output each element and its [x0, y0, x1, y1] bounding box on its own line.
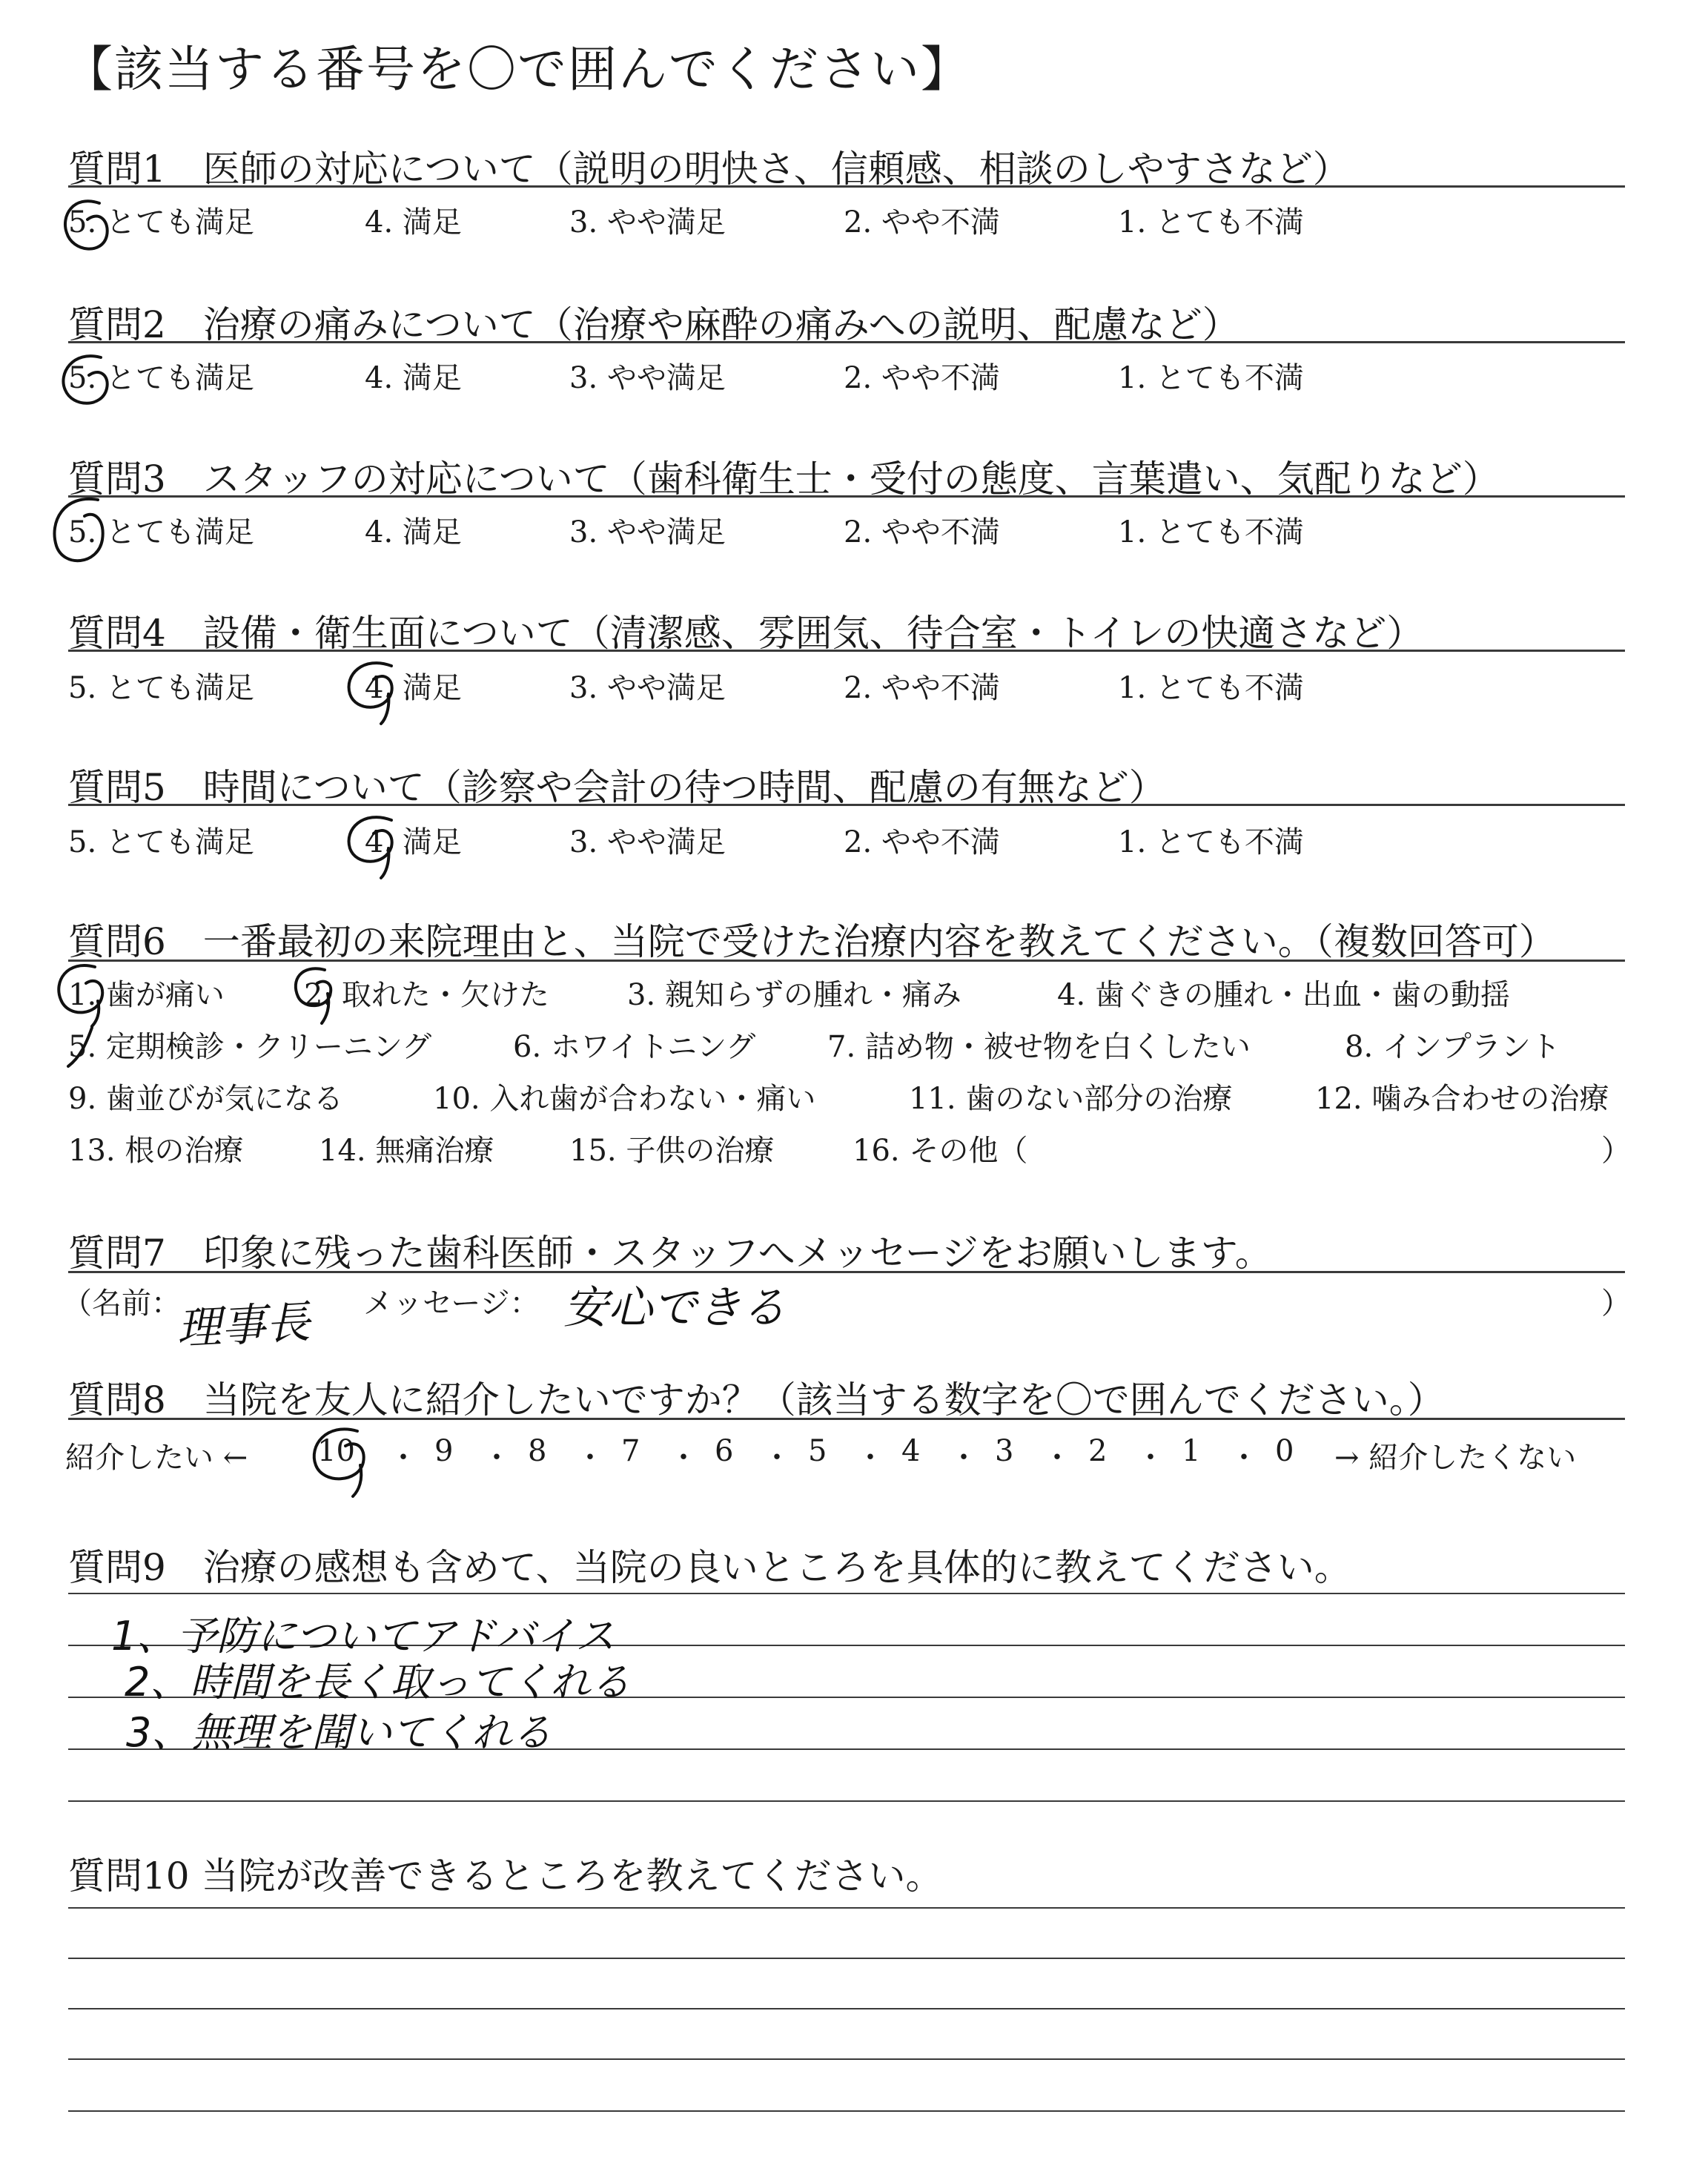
q8-score-3[interactable]: 3 — [995, 1434, 1014, 1468]
q8-sep: ・ — [388, 1441, 418, 1475]
question-9-label: 質問9 治療の感想も含めて、当院の良いところを具体的に教えてください。 — [68, 1546, 1351, 1589]
question-3-label: 質問3 スタッフの対応について（歯科衛生士・受付の態度、言葉遣い、気配りなど） — [68, 458, 1500, 501]
q8-sep: ・ — [1042, 1441, 1072, 1475]
q8-sep: ・ — [762, 1441, 792, 1475]
q6-option-12[interactable]: 12. 噛み合わせの治療 — [1315, 1082, 1609, 1116]
q8-score-0[interactable]: 0 — [1275, 1434, 1294, 1468]
question-8-label: 質問8 当院を友人に紹介したいですか？（該当する数字を〇で囲んでください。） — [68, 1378, 1445, 1421]
q1-option-1[interactable]: 1. とても不満 — [1118, 205, 1304, 240]
q8-score-4[interactable]: 4 — [901, 1434, 921, 1468]
question-7-rule — [68, 1271, 1625, 1273]
q3-option-3[interactable]: 3. やや満足 — [569, 515, 726, 549]
q3-option-5[interactable]: 5. とても満足 — [68, 515, 254, 549]
question-6-label: 質問6 一番最初の来院理由と、当院で受けた治療内容を教えてください。（複数回答可） — [68, 920, 1556, 963]
q8-sep: ・ — [669, 1441, 698, 1475]
q6-option-4[interactable]: 4. 歯ぐきの腫れ・出血・歯の動揺 — [1057, 978, 1510, 1012]
q8-left-label: 紹介したい ← — [65, 1441, 248, 1475]
q6-option-14[interactable]: 14. 無痛治療 — [319, 1134, 494, 1168]
q8-score-7[interactable]: 7 — [621, 1434, 640, 1468]
q7-close-paren: ） — [1601, 1287, 1631, 1321]
q8-score-9[interactable]: 9 — [434, 1434, 454, 1468]
q8-sep: ・ — [575, 1441, 605, 1475]
question-3-rule — [68, 495, 1625, 498]
q6-option-6[interactable]: 6. ホワイトニング — [513, 1030, 756, 1064]
q6-option-8[interactable]: 8. インプラント — [1345, 1030, 1560, 1064]
q1-option-4[interactable]: 4. 満足 — [365, 205, 462, 240]
q4-option-1[interactable]: 1. とても不満 — [1118, 671, 1304, 705]
q7-message-label: メッセージ： — [363, 1287, 540, 1321]
q1-option-2[interactable]: 2. やや不満 — [844, 205, 1000, 240]
question-2-rule — [68, 341, 1625, 343]
q8-sep: ・ — [1136, 1441, 1165, 1475]
q4-option-4[interactable]: 4. 満足 — [365, 671, 462, 705]
question-5-rule — [68, 804, 1625, 806]
question-1-rule — [68, 185, 1625, 188]
q6-option-1[interactable]: 1. 歯が痛い — [68, 978, 225, 1012]
q8-sep: ・ — [1229, 1441, 1259, 1475]
q7-message-handwritten[interactable]: 安心できる — [563, 1282, 786, 1334]
q6-hand-circle-mark-2 — [282, 958, 348, 1032]
q2-option-5[interactable]: 5. とても満足 — [68, 361, 254, 395]
q5-option-3[interactable]: 3. やや満足 — [569, 825, 726, 859]
q9-answer-line — [68, 1593, 1625, 1594]
q5-option-2[interactable]: 2. やや不満 — [844, 825, 1000, 859]
q1-hand-circle-mark — [58, 194, 117, 261]
q6-option-5[interactable]: 5. 定期検診・クリーニング — [68, 1030, 432, 1064]
q2-option-1[interactable]: 1. とても不満 — [1118, 361, 1304, 395]
q4-option-2[interactable]: 2. やや不満 — [844, 671, 1000, 705]
q8-sep: ・ — [482, 1441, 512, 1475]
q8-sep: ・ — [949, 1441, 979, 1475]
q6-option-11[interactable]: 11. 歯のない部分の治療 — [909, 1082, 1233, 1116]
q8-right-label: → 紹介したくない — [1334, 1441, 1577, 1475]
q6-option-3[interactable]: 3. 親知らずの腫れ・痛み — [627, 978, 961, 1012]
question-4-label: 質問4 設備・衛生面について（清潔感、雰囲気、待合室・トイレの快適さなど） — [68, 612, 1424, 655]
q3-hand-circle-mark — [46, 494, 120, 575]
q6-hand-mark-5 — [59, 1022, 104, 1074]
q8-sep: ・ — [855, 1441, 885, 1475]
q7-name-label: （名前： — [62, 1287, 181, 1321]
q9-answer-3[interactable]: 3、無理を聞いてくれる — [126, 1709, 552, 1756]
q6-option-7[interactable]: 7. 詰め物・被せ物を白くしたい — [827, 1030, 1251, 1064]
q1-option-5[interactable]: 5. とても満足 — [68, 205, 254, 240]
q5-option-5[interactable]: 5. とても満足 — [68, 825, 254, 859]
q2-option-3[interactable]: 3. やや満足 — [569, 361, 726, 395]
form-instruction-header: 【該当する番号を〇で囲んでください】 — [64, 41, 971, 98]
q3-option-2[interactable]: 2. やや不満 — [844, 515, 1000, 549]
q4-option-5[interactable]: 5. とても満足 — [68, 671, 254, 705]
q9-answer-1[interactable]: 1、予防についてアドバイス — [111, 1613, 615, 1659]
q6-option-10[interactable]: 10. 入れ歯が合わない・痛い — [433, 1082, 816, 1116]
q6-option-13[interactable]: 13. 根の治療 — [68, 1134, 244, 1168]
q6-option-16[interactable]: 16. その他（ — [853, 1134, 1028, 1168]
question-10-label: 質問10 当院が改善できるところを教えてください。 — [68, 1855, 943, 1898]
q5-hand-circle-mark — [337, 807, 411, 881]
q9-answer-2[interactable]: 2、時間を長く取ってくれる — [125, 1659, 631, 1705]
q10-answer-line — [68, 2008, 1625, 2009]
question-1-label: 質問1 医師の対応について（説明の明快さ、信頼感、相談のしやすさなど） — [68, 148, 1350, 191]
question-4-rule — [68, 650, 1625, 652]
q8-score-1[interactable]: 1 — [1182, 1434, 1201, 1468]
question-8-rule — [68, 1418, 1625, 1420]
q6-close-paren: ） — [1601, 1134, 1631, 1168]
q8-score-6[interactable]: 6 — [715, 1434, 734, 1468]
q5-option-1[interactable]: 1. とても不満 — [1118, 825, 1304, 859]
q8-score-8[interactable]: 8 — [528, 1434, 547, 1468]
q2-option-4[interactable]: 4. 満足 — [365, 361, 462, 395]
q4-option-3[interactable]: 3. やや満足 — [569, 671, 726, 705]
q2-hand-circle-mark — [56, 350, 123, 417]
q3-option-4[interactable]: 4. 満足 — [365, 515, 462, 549]
q10-answer-line — [68, 2058, 1625, 2060]
q4-hand-circle-mark — [337, 653, 411, 727]
q8-score-2[interactable]: 2 — [1088, 1434, 1108, 1468]
q6-hand-circle-mark-1 — [49, 957, 123, 1031]
q6-option-9[interactable]: 9. 歯並びが気になる — [68, 1082, 343, 1116]
q2-option-2[interactable]: 2. やや不満 — [844, 361, 1000, 395]
q5-option-4[interactable]: 4. 満足 — [365, 825, 462, 859]
q6-option-2[interactable]: 2. 取れた・欠けた — [304, 978, 549, 1012]
q10-answer-line — [68, 1958, 1625, 1959]
q3-option-1[interactable]: 1. とても不満 — [1118, 515, 1304, 549]
q8-score-10[interactable]: 10 — [317, 1434, 355, 1468]
question-5-label: 質問5 時間について（診察や会計の待つ時間、配慮の有無など） — [68, 766, 1166, 809]
question-2-label: 質問2 治療の痛みについて（治療や麻酔の痛みへの説明、配慮など） — [68, 303, 1239, 346]
q8-score-5[interactable]: 5 — [808, 1434, 827, 1468]
q10-answer-line — [68, 2110, 1625, 2112]
q9-answer-line — [68, 1800, 1625, 1802]
q6-option-15[interactable]: 15. 子供の治療 — [569, 1134, 775, 1168]
question-7-label: 質問7 印象に残った歯科医師・スタッフへメッセージをお願いします。 — [68, 1232, 1272, 1275]
q1-option-3[interactable]: 3. やや満足 — [569, 205, 726, 240]
q7-name-handwritten[interactable]: 理事長 — [175, 1296, 311, 1355]
q8-hand-circle-mark — [304, 1421, 385, 1502]
q10-answer-line — [68, 1907, 1625, 1909]
